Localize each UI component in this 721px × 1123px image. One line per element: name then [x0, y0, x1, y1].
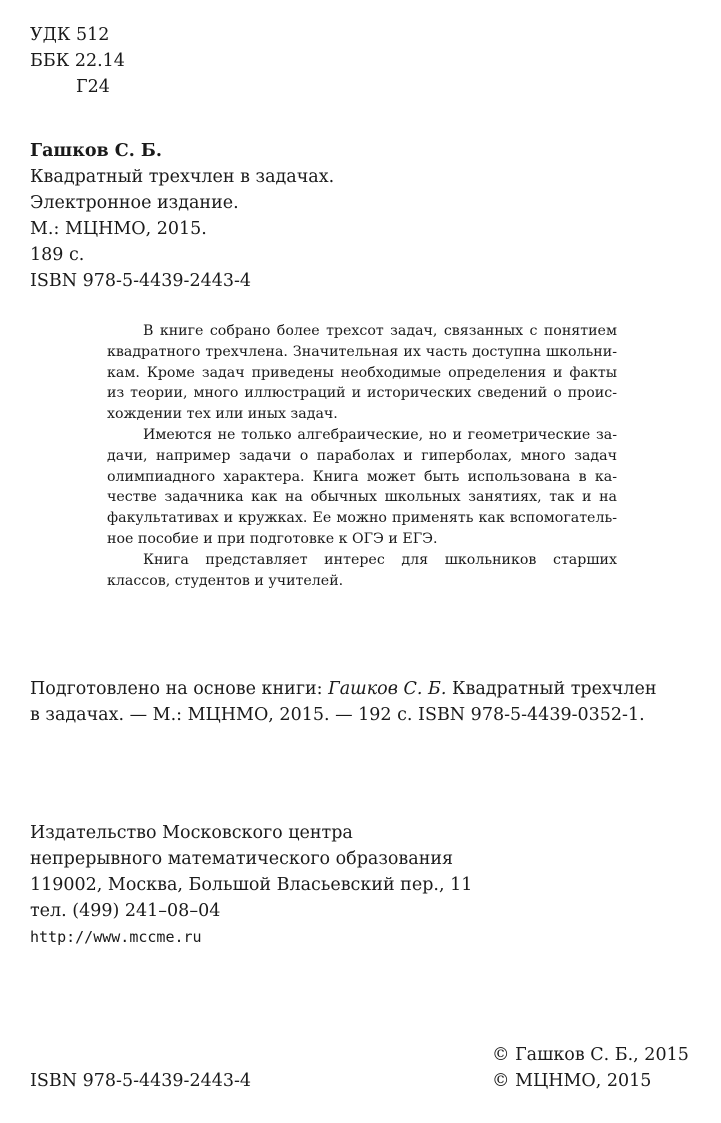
- isbn-footer: ISBN 978-5-4439-2443-4: [30, 1071, 252, 1091]
- annotation: [107, 321, 617, 591]
- publisher-address: 119002, Москва, Большой Власьевский пер., 11: [30, 875, 473, 895]
- edition-note: Электронное издание.: [30, 193, 239, 213]
- book-title: Квадратный трехчлен в задачах.: [30, 167, 335, 187]
- copyright-publisher: © МЦНМО, 2015: [492, 1071, 652, 1091]
- publisher-name-line2: непрерывного математического образования: [30, 849, 454, 869]
- publisher-phone: тел. (499) 241–08–04: [30, 901, 221, 921]
- annotation-paragraph: В книге собрано более трехсот задач, связанных с понятием квадратного трехчлена. Значительная их часть доступна школьникам. Кроме задач приведены необходимые определения и факты из теории, много иллюстраций и исторических сведений о происхождении тех или иных задач.: [107, 323, 617, 423]
- publisher-url-link[interactable]: http://www.mccme.ru: [30, 928, 202, 946]
- author-name: Гашков С. Б.: [30, 141, 162, 161]
- isbn: ISBN 978-5-4439-2443-4: [30, 271, 252, 291]
- source-author: Гашков С. Б.: [328, 679, 447, 699]
- bibliographic-record: [30, 138, 334, 294]
- copyright-author: © Гашков С. Б., 2015: [492, 1045, 689, 1065]
- prepared-from-note: [30, 676, 657, 728]
- source-title: Квадратный трехчлен: [446, 679, 657, 699]
- prepared-lead: Подготовлено на основе книги:: [30, 679, 329, 699]
- publisher-info: [30, 820, 472, 950]
- annotation-paragraph: Книга представляет интерес для школьников старших классов, студентов и учителей.: [107, 551, 617, 589]
- udk-code: УДК 512: [30, 25, 110, 45]
- publisher-name-line1: Издательство Московского центра: [30, 823, 353, 843]
- imprint: М.: МЦНМО, 2015.: [30, 219, 207, 239]
- source-details: в задачах. — М.: МЦНМО, 2015. — 192 с. ISBN 978-5-4439-0352-1.: [30, 705, 645, 725]
- annotation-paragraph: Имеются не только алгебраические, но и геометрические задачи, например задачи о параболах и гиперболах, много задач олимпиадного характера. Книга может быть использована в качестве задачника как на обычных школьных занятиях, так и на факультативах и кружках. Ее можно применять как вспомогательное пособие и при подготовке к ОГЭ и ЕГЭ.: [107, 426, 617, 547]
- author-mark: Г24: [76, 77, 110, 97]
- page-count: 189 с.: [30, 245, 85, 265]
- bbk-code: ББК 22.14: [30, 51, 125, 71]
- copyright-block: [492, 1042, 689, 1094]
- classification-block: [30, 22, 125, 100]
